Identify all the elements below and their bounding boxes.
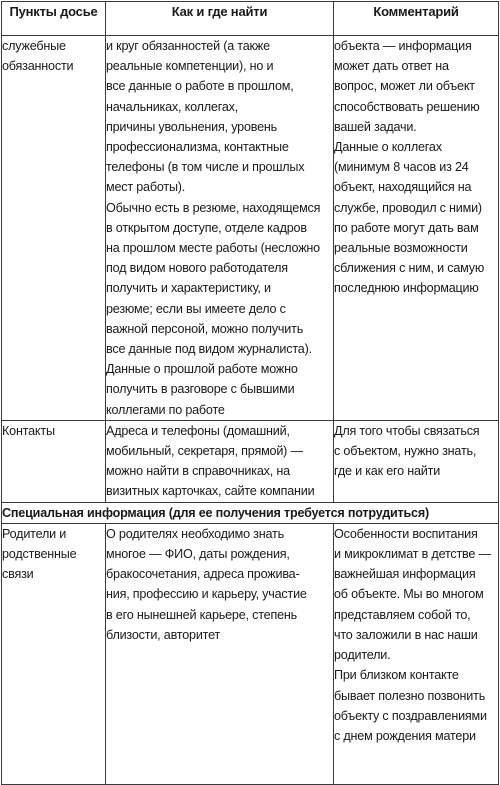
- text-line: последнюю информацию: [334, 281, 479, 296]
- text-line: на прошлом месте работы (несложно: [106, 241, 320, 256]
- text-line: визитных карточках, сайте компании: [106, 484, 315, 499]
- table-row: [2, 36, 499, 421]
- header-how-where: Как и где найти: [106, 2, 334, 36]
- text-line: под видом нового работодателя: [106, 261, 288, 276]
- text-line: в открытом доступе, отделе кадров: [106, 220, 307, 235]
- text-line: вашей задачи.: [334, 119, 417, 134]
- text-line: вопрос, может ли объект: [334, 79, 475, 94]
- text-line: об объекте. Мы во многом: [334, 587, 484, 602]
- text-line: ния, профессию и карьеру, участие: [106, 587, 307, 602]
- point-line: родственные: [2, 547, 77, 562]
- how-cell: [106, 420, 334, 502]
- text-line: все данные о работе в прошлом,: [106, 79, 294, 94]
- text-line: службе, проводил с ними): [334, 200, 482, 215]
- comment-cell: [334, 523, 499, 784]
- text-line: бывает полезно позвонить: [334, 688, 486, 703]
- text-line: объект, находящийся на: [334, 180, 472, 195]
- point-cell: [2, 523, 106, 784]
- text-line: причины увольнения, уровень: [106, 119, 278, 134]
- point-cell: [2, 36, 106, 421]
- text-line: телефоны (в том числе и прошлых: [106, 160, 305, 175]
- text-line: с объектом, нужно знать,: [334, 444, 477, 459]
- text-line: и микроклимат в детстве —: [334, 547, 491, 562]
- text-line: профессионализма, контактные: [106, 140, 289, 155]
- text-line: по работе могут дать вам: [334, 220, 479, 235]
- point-line: связи: [2, 567, 34, 582]
- header-comment: Комментарий: [334, 2, 499, 36]
- text-line: О родителях необходимо знать: [106, 526, 284, 541]
- header-row: [2, 2, 499, 36]
- text-line: в его нынешней карьере, степень: [106, 607, 298, 622]
- text-line: все данные под видом журналиста).: [106, 342, 312, 357]
- text-line: способствовать решению: [334, 99, 480, 114]
- text-line: близости, авторитет: [106, 627, 221, 642]
- text-line: реальные компетенции), но и: [106, 59, 274, 74]
- text-line: резюме; если вы имеете дело с: [106, 301, 286, 316]
- text-line: важной персоной, можно получить: [106, 321, 304, 336]
- point-line: обязанности: [2, 59, 74, 74]
- comment-cell: [334, 36, 499, 421]
- text-line: где и как его найти: [334, 464, 441, 479]
- text-line: объекта — информация: [334, 39, 472, 53]
- text-line: Особенности воспитания: [334, 526, 478, 541]
- text-line: получить в разговоре с бывшими: [106, 382, 295, 397]
- dossier-table: [1, 1, 499, 785]
- comment-cell: [334, 420, 499, 502]
- text-line: многое — ФИО, даты рождения,: [106, 547, 290, 562]
- text-line: мест работы).: [106, 180, 186, 195]
- text-line: мобильный, секретаря, прямой) —: [106, 444, 303, 459]
- text-line: с днем рождения матери: [334, 728, 476, 743]
- text-line: может дать ответ на: [334, 59, 449, 74]
- text-line: родители.: [334, 648, 391, 663]
- text-line: (минимум 8 часов из 24: [334, 160, 469, 175]
- section-row: [2, 502, 499, 523]
- point-line: служебные: [2, 39, 66, 53]
- text-line: начальниках, коллегах,: [106, 99, 239, 114]
- text-line: Обычно есть в резюме, находящемся: [106, 200, 321, 215]
- text-line: можно найти в справочниках, на: [106, 464, 290, 479]
- text-line: представляем собой то,: [334, 607, 471, 622]
- text-line: Данные о коллегах: [334, 140, 442, 155]
- point-cell: [2, 420, 106, 502]
- point-line: Контакты: [2, 423, 55, 438]
- text-line: сближения с ним, и самую: [334, 261, 485, 276]
- text-line: получить и характеристику, и: [106, 281, 271, 296]
- section-title: Специальная информация (для ее получения требуется потрудиться): [2, 502, 499, 523]
- how-cell: [106, 523, 334, 784]
- point-line: Родители и: [2, 526, 67, 541]
- text-line: реальные возможности: [334, 241, 468, 256]
- text-line: коллегами по работе: [106, 402, 225, 417]
- text-line: и круг обязанностей (а также: [106, 39, 270, 53]
- text-line: Данные о прошлой работе можно: [106, 362, 298, 377]
- text-line: что заложили в нас наши: [334, 627, 478, 642]
- text-line: объекту с поздравлениями: [334, 708, 487, 723]
- header-dossier-points: Пункты досье: [2, 2, 106, 36]
- text-line: Адреса и телефоны (домашний,: [106, 423, 290, 438]
- text-line: важнейшая информация: [334, 567, 476, 582]
- text-line: Для того чтобы связаться: [334, 423, 480, 438]
- table-row: [2, 420, 499, 502]
- text-line: бракосочетания, адреса прожива-: [106, 567, 300, 582]
- text-line: При близком контакте: [334, 668, 459, 683]
- table-row: [2, 523, 499, 784]
- how-cell: [106, 36, 334, 421]
